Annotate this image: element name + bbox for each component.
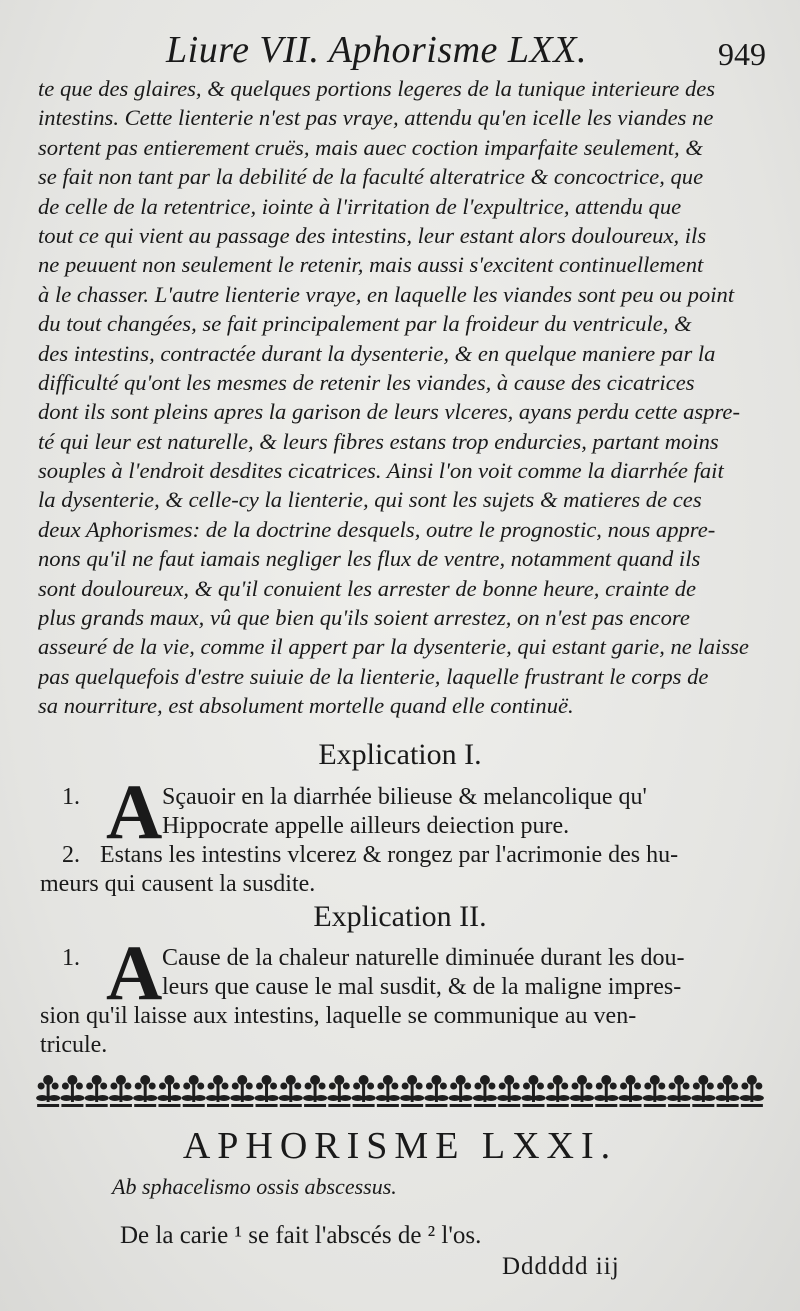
explication-line: Sçauoir en la diarrhée bilieuse & melancolique qu' bbox=[162, 784, 647, 810]
explication-line: sion qu'il laisse aux intestins, laquelle se communique au ven- bbox=[40, 1003, 637, 1029]
page-number: 949 bbox=[718, 36, 766, 72]
running-title: Liure VII. Aphorisme LXX. bbox=[166, 29, 587, 71]
commentary-line: du tout changées, se fait principalement par la froideur du ventricule, & bbox=[38, 311, 692, 337]
explication-line: Cause de la chaleur naturelle diminuée durant les dou- bbox=[162, 945, 685, 971]
fleuron-icon bbox=[157, 1075, 181, 1107]
commentary-line: deux Aphorismes: de la doctrine desquels, outre le prognostic, nous appre- bbox=[38, 516, 716, 542]
fleuron-icon bbox=[667, 1075, 691, 1107]
commentary-line: de celle de la retentrice, iointe à l'irritation de l'expultrice, attendu que bbox=[38, 193, 682, 219]
fleuron-icon bbox=[255, 1075, 279, 1107]
fleuron-icon bbox=[376, 1075, 400, 1107]
aphorism-latin: Ab sphacelismo ossis abscessus. bbox=[112, 1174, 397, 1199]
explication-2 bbox=[40, 929, 772, 1060]
commentary-line: la dysenterie, & celle-cy la lienterie, qui sont les sujets & matieres de ces bbox=[38, 487, 702, 513]
commentary-line: dont ils sont pleins apres la garison de leurs vlceres, ayans perdu cette aspre- bbox=[38, 399, 740, 425]
aphorism-french: De la carie ¹ se fait l'abscés de ² l'os. bbox=[120, 1222, 482, 1249]
fleuron-icon bbox=[206, 1075, 230, 1107]
fleuron-icon bbox=[424, 1075, 448, 1107]
commentary-line: se fait non tant par la debilité de la faculté alteratrice & concoctrice, que bbox=[38, 164, 704, 190]
fleuron-icon bbox=[546, 1075, 570, 1107]
fleuron-icon bbox=[570, 1075, 594, 1107]
explication-line: meurs qui causent la susdite. bbox=[40, 871, 316, 897]
fleuron-icon bbox=[230, 1075, 254, 1107]
item-number: 2. bbox=[62, 842, 80, 868]
drop-cap: A bbox=[106, 768, 163, 855]
fleuron-icon bbox=[594, 1075, 618, 1107]
explication-1-title: Explication I. bbox=[318, 738, 482, 771]
fleuron-icon bbox=[133, 1075, 157, 1107]
fleuron-icon bbox=[303, 1075, 327, 1107]
signature-mark: Dddddd iij bbox=[502, 1253, 620, 1280]
fleuron-icon bbox=[352, 1075, 376, 1107]
fleuron-icon bbox=[400, 1075, 424, 1107]
fleuron-icon bbox=[327, 1075, 351, 1107]
commentary-line: asseuré de la vie, comme il appert par la dysenterie, qui estant garie, ne laisse bbox=[38, 634, 749, 660]
commentary-line: intestins. Cette lienterie n'est pas vraye, attendu qu'en icelle les viandes ne bbox=[38, 105, 714, 131]
fleuron-icon bbox=[449, 1075, 473, 1107]
commentary-text bbox=[38, 74, 768, 721]
fleuron-icon bbox=[740, 1075, 764, 1107]
commentary-line: à le chasser. L'autre lienterie vraye, en laquelle les viandes sont peu ou point bbox=[38, 281, 735, 307]
item-number: 1. bbox=[62, 945, 80, 971]
commentary-line: té qui leur est naturelle, & leurs fibres estans trop endurcies, partant moins bbox=[38, 428, 719, 454]
commentary-line: ne peuuent non seulement le retenir, mais aussi s'excitent continuellement bbox=[38, 252, 704, 278]
fleuron-icon bbox=[473, 1075, 497, 1107]
commentary-line: des intestins, contractée durant la dysenterie, & en quelque maniere par la bbox=[38, 340, 716, 366]
fleuron-icon bbox=[716, 1075, 740, 1107]
explication-2-title: Explication II. bbox=[313, 900, 487, 933]
commentary-line: sont douloureux, & qu'il conuient les arrester de bonne heure, crainte de bbox=[38, 575, 697, 601]
explication-line: tricule. bbox=[40, 1032, 108, 1058]
fleuron-icon bbox=[182, 1075, 206, 1107]
fleuron-icon bbox=[85, 1075, 109, 1107]
explication-line: Estans les intestins vlcerez & rongez par l'acrimonie des hu- bbox=[100, 842, 679, 868]
commentary-line: tout ce qui vient au passage des intestins, leur estant alors douloureux, ils bbox=[38, 222, 707, 248]
fleuron-icon bbox=[497, 1075, 521, 1107]
page-header bbox=[36, 22, 766, 74]
commentary-line: pas quelquefois d'estre suiuie de la lienterie, laquelle frustrant le corps de bbox=[38, 663, 709, 689]
fleuron-icon bbox=[619, 1075, 643, 1107]
commentary-line: sa nourriture, est absolument mortelle quand elle continuë. bbox=[38, 693, 574, 719]
fleuron-icon bbox=[521, 1075, 545, 1107]
explication-line: Hippocrate appelle ailleurs deiection pure. bbox=[162, 813, 570, 839]
fleuron-icon bbox=[36, 1075, 60, 1107]
fleuron-icon bbox=[643, 1075, 667, 1107]
fleuron-icon bbox=[279, 1075, 303, 1107]
explication-line: leurs que cause le mal susdit, & de la maligne impres- bbox=[162, 974, 682, 1000]
commentary-line: souples à l'endroit desdites cicatrices. Ainsi l'on voit comme la diarrhée fait bbox=[38, 458, 724, 484]
commentary-line: plus grands maux, vû que bien qu'ils soient arrestez, on n'est pas encore bbox=[38, 605, 690, 631]
commentary-line: difficulté qu'ont les mesmes de retenir les viandes, à cause des cicatrices bbox=[38, 369, 695, 395]
commentary-line: te que des glaires, & quelques portions legeres de la tunique interieure des bbox=[38, 76, 716, 101]
commentary-line: sortent pas entierement cruës, mais auec coction imparfaite seulement, & bbox=[38, 134, 703, 160]
drop-cap: A bbox=[106, 929, 163, 1016]
commentary-line: nons qu'il ne faut iamais negliger les flux de ventre, notamment quand ils bbox=[38, 546, 701, 572]
item-number: 1. bbox=[62, 784, 80, 810]
explication-1 bbox=[40, 768, 772, 899]
fleuron-icon bbox=[691, 1075, 715, 1107]
fleuron-icon bbox=[109, 1075, 133, 1107]
aphorism-title: APHORISME LXXI. bbox=[182, 1125, 618, 1167]
fleuron-ornament-band bbox=[36, 1068, 764, 1114]
fleuron-icon bbox=[60, 1075, 84, 1107]
